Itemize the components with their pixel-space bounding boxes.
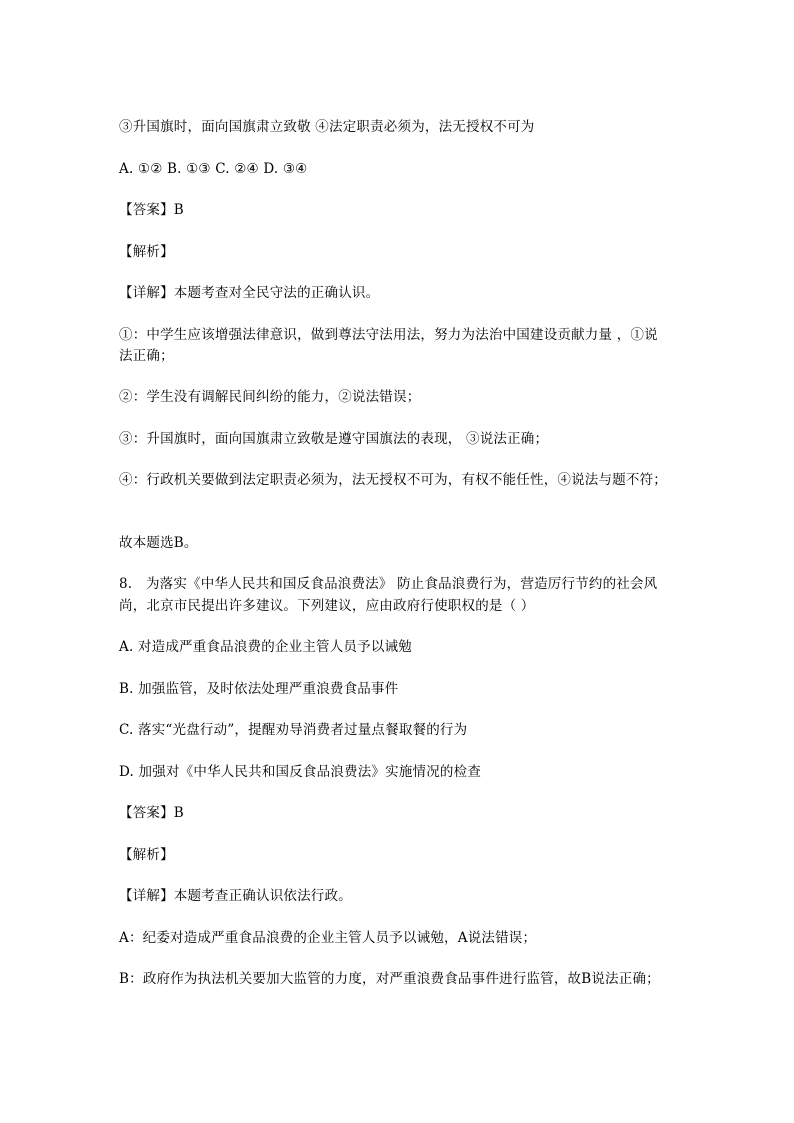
explanation-item-1b: 法正确； bbox=[119, 348, 174, 364]
question8-option-b: B. 加强监管，及时依法处理严重浪费食品事件 bbox=[119, 681, 399, 697]
analysis-label-1: 【解析】 bbox=[119, 244, 174, 260]
answer-label-2: 【答案】B bbox=[119, 805, 184, 821]
explanation-item-4: ④：行政机关要做到法定职责必须为，法无授权不可为，有权不能任性，④说法与题不符； bbox=[119, 472, 667, 488]
explanation-item-1a: ①：中学生应该增强法律意识，做到尊法守法用法，努力为法治中国建设贡献力量 ，①说 bbox=[119, 327, 658, 343]
answer-label-1: 【答案】B bbox=[119, 202, 184, 218]
question8-option-c: C. 落实“光盘行动”，提醒劝导消费者过量点餐取餐的行为 bbox=[119, 722, 468, 738]
question8-option-d: D. 加强对《中华人民共和国反食品浪费法》实施情况的检查 bbox=[119, 764, 482, 780]
question8-stem-b: 尚，北京市民提出许多建议。下列建议，应由政府行使职权的是（ ） bbox=[119, 598, 535, 614]
detail-explanation-1: 【详解】本题考查对全民守法的正确认识。 bbox=[119, 285, 380, 301]
question8-stem-a: 8. 为落实《中华人民共和国反食品浪费法》 防止食品浪费行为，营造厉行节约的社会风 bbox=[119, 576, 658, 592]
question7-choices: A. ①② B. ①③ C. ②④ D. ③④ bbox=[119, 161, 308, 177]
conclusion-1: 故本题选B。 bbox=[119, 535, 198, 551]
explanation-item-b: B：政府作为执法机关要加大监管的力度，对严重浪费食品事件进行监管，故B说法正确； bbox=[119, 971, 660, 987]
question7-options-text: ③升国旗时，面向国旗肃立致敬 ④法定职责必须为，法无授权不可为 bbox=[119, 119, 535, 135]
explanation-item-3: ③：升国旗时，面向国旗肃立致敬是遵守国旗法的表现， ③说法正确； bbox=[119, 431, 549, 447]
explanation-item-a: A：纪委对造成严重食品浪费的企业主管人员予以诫勉，A说法错误； bbox=[119, 930, 537, 946]
detail-explanation-2: 【详解】本题考查正确认识依法行政。 bbox=[119, 888, 352, 904]
explanation-item-2: ②：学生没有调解民间纠纷的能力，②说法错误； bbox=[119, 389, 421, 405]
question8-option-a: A. 对造成严重食品浪费的企业主管人员予以诫勉 bbox=[119, 639, 412, 655]
analysis-label-2: 【解析】 bbox=[119, 847, 174, 863]
